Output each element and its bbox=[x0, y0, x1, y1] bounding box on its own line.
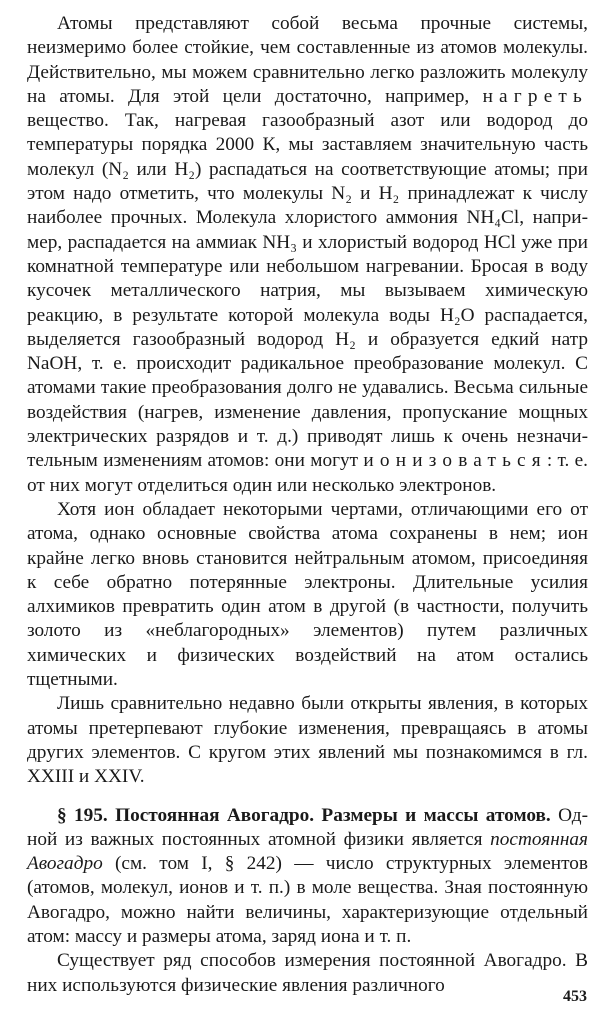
text-run: Атомы представляют собой весьма прочные системы, неизмеримо более стойкие, чем составленные из атомов молекулы. Действительно, мы можем сравнительно легко разложить молекулу на атомы. Для этой цели достаточно, например, bbox=[27, 13, 588, 107]
text-run: (см. том I, § 242) — число структурных элементов (атомов, молекул, ионов и т. п.) в моле вещества. Зная постоянную Авогадро, можно найти величины, характеризующие отдельный атом: массу и размеры атома, заряд иона и т. п. bbox=[27, 853, 588, 947]
section-195-paragraph bbox=[27, 804, 588, 950]
text-run: Одной из важных постоянных атомной физики является bbox=[27, 804, 588, 850]
text-run: : т. е. от них могут отделиться один или несколько электронов. bbox=[27, 450, 589, 496]
italic-term-avogadro: постоянная Авогадро bbox=[27, 828, 588, 875]
text-run: вещество. Так, нагревая газообразный азот или водород до температуры порядка 2000 К, мы заставляем значительную часть молекул (N₂ или H₂) распадаться на соответствующие атомы; при этом надо отметить, что молекулы N₂ и H₂ принадлежат к числу наиболее прочных. Молекула хлористого аммония NH₄Cl, например, распадается на аммиак NH₃ и хлористый водород HCl уже при комнатной температуре или небольшом нагревании. Бросая в воду кусочек металлического натрия, мы вызываем химическую реакцию, в результате которой молекула воды H₂O распадается, выделяется газообразный водород H₂ и образуется едкий натр NaOH, т. е. происходит радикальное преобразование молекул. С атомами такие преобразования долго не удавались. Весьма сильные воздействия (нагрев, изменение давления, пропускание мощных электрических разрядов и т. д.) приводят лишь к очень незначительным изменениям атомов: они могут bbox=[27, 110, 588, 472]
paragraph-2: Хотя ион обладает некоторыми чертами, отличающими его от атома, однако основные свойства атома сохранены в нем; ион крайне легко вновь становится нейтральным атомом, присоединяя к себе обратно потерянные электроны. Длительные усилия алхимиков превратить один атом в другой (в частности, получить золото из «неблагородных» элементов) путем различных химических и физических воздействий на атом остались тщетными. bbox=[27, 498, 588, 691]
section-title: § 195. Постоянная Авогадро. Размеры и массы атомов. bbox=[57, 804, 551, 826]
spaced-term-ionize: ионизоваться bbox=[363, 450, 547, 472]
section-gap bbox=[27, 790, 588, 804]
spaced-term-heat: нагреть bbox=[482, 85, 588, 107]
paragraph-4: Существует ряд способов измерения постоянной Авогадро. В них используются физические явления различного bbox=[27, 950, 588, 996]
paragraph-3: Лишь сравнительно недавно были открыты явления, в которых атомы претерпевают глубокие изменения, превращаясь в атомы других элементов. С кругом этих явлений мы познакомимся в гл. XXIII и XXIV. bbox=[27, 693, 588, 788]
page-number: 453 bbox=[563, 988, 587, 1005]
paragraph-1 bbox=[27, 12, 588, 498]
